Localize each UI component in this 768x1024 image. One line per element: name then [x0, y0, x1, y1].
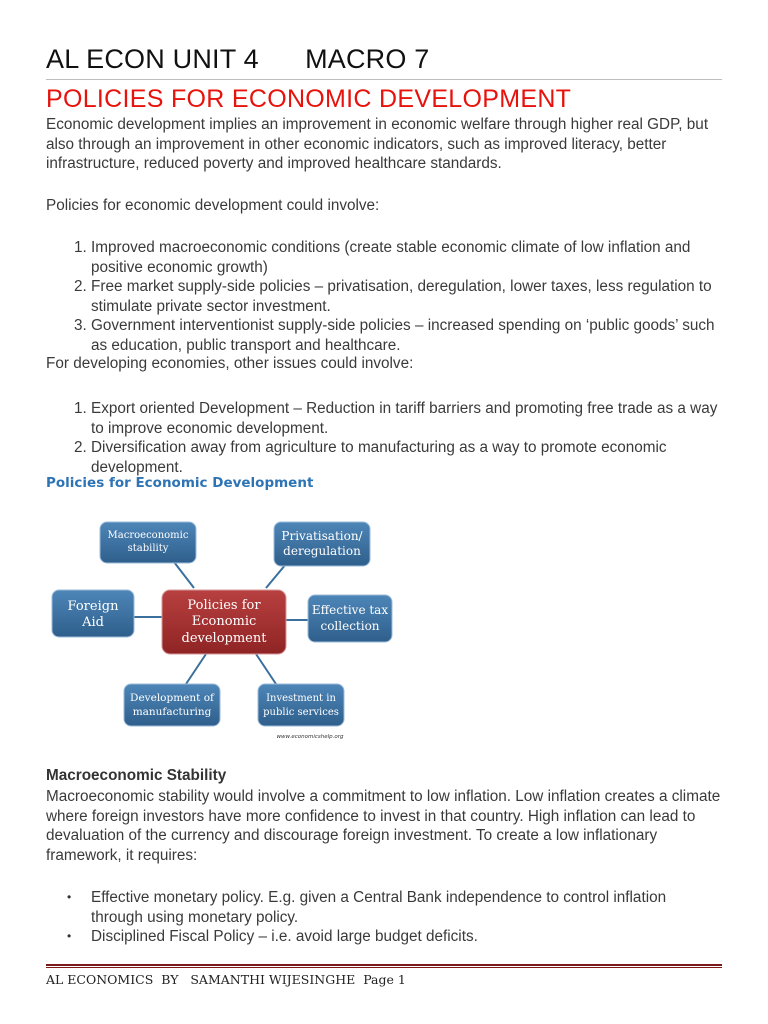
list-item: • Effective monetary policy. E.g. given a Central Bank independence to control inflation through using monetary policy. [91, 888, 722, 927]
node-label: Development of [130, 692, 214, 704]
list-item: 1. Improved macroeconomic conditions (create stable economic climate of low inflation and positive economic growth) [91, 238, 722, 277]
page-title: POLICIES FOR ECONOMIC DEVELOPMENT [46, 85, 572, 113]
node-label: public services [263, 707, 339, 718]
center-label: Economic [191, 614, 257, 629]
node-label: stability [127, 543, 169, 554]
node-label: manufacturing [132, 706, 212, 718]
node-effective-tax [308, 595, 392, 642]
node-label: Macroeconomic [107, 530, 189, 541]
node-center [162, 590, 286, 654]
node-macroeconomic-stability [100, 522, 196, 563]
requirements-list [46, 888, 722, 947]
section-paragraph: Macroeconomic stability would involve a commitment to low inflation. Low inflation creates a climate where foreign investors have more confidence to invest in that country. High inflation can lead to devaluation of the currency and discourage foreign investment. To create a low inflationary framework, it requires: [46, 788, 721, 864]
footer-divider [46, 964, 722, 966]
footer-text: AL ECONOMICS BY SAMANTHI WIJESINGHE Page 1 [46, 972, 406, 987]
connector-line [256, 654, 276, 684]
list-item: 3. Government interventionist supply-side policies – increased spending on ‘public goods’ such as education, public transport and healthcare. [91, 316, 722, 355]
connector-line [266, 564, 286, 588]
node-foreign-aid [52, 590, 134, 637]
list-item: 2. Diversification away from agriculture to manufacturing as a way to promote economic development. [91, 438, 722, 477]
figure-heading: Policies for Economic Development [46, 475, 314, 491]
policy-diagram [46, 510, 396, 745]
section-heading: Macroeconomic Stability [46, 767, 227, 784]
list-item: 1. Export oriented Development – Reduction in tariff barriers and promoting free trade as a way to improve economic development. [91, 399, 722, 438]
connector-line [186, 654, 206, 684]
node-label: Effective tax [311, 603, 389, 617]
developing-list [46, 399, 722, 477]
list-item: 2. Free market supply-side policies – privatisation, deregulation, lower taxes, less regulation to stimulate private sector investment. [91, 277, 722, 316]
node-label: Investment in [266, 693, 336, 704]
node-label: Aid [82, 615, 104, 630]
node-label: deregulation [283, 544, 361, 558]
node-label: Foreign [67, 599, 119, 614]
node-investment [258, 684, 344, 726]
title-divider [46, 79, 722, 80]
center-label: development [181, 631, 267, 646]
center-label: Policies for [187, 598, 261, 613]
unit-title: AL ECON UNIT 4 MACRO 7 [46, 44, 430, 74]
figure-credit: www.economicshelp.org [276, 734, 344, 740]
node-label: collection [320, 619, 380, 633]
list-item: • Disciplined Fiscal Policy – i.e. avoid large budget deficits. [91, 927, 722, 947]
node-label: Privatisation/ [281, 529, 363, 543]
policies-list [46, 238, 722, 356]
node-manufacturing [124, 684, 220, 726]
footer-divider [46, 967, 722, 968]
node-privatisation [274, 522, 370, 566]
developing-lead: For developing economies, other issues could involve: [46, 355, 414, 372]
connector-line [174, 562, 194, 588]
intro-paragraph: Economic development implies an improvement in economic welfare through higher real GDP, but also through an improvement in other economic indicators, such as improved literacy, better infrastructure, reduced poverty and improved healthcare standards. [46, 116, 709, 173]
policies-lead: Policies for economic development could involve: [46, 197, 380, 214]
